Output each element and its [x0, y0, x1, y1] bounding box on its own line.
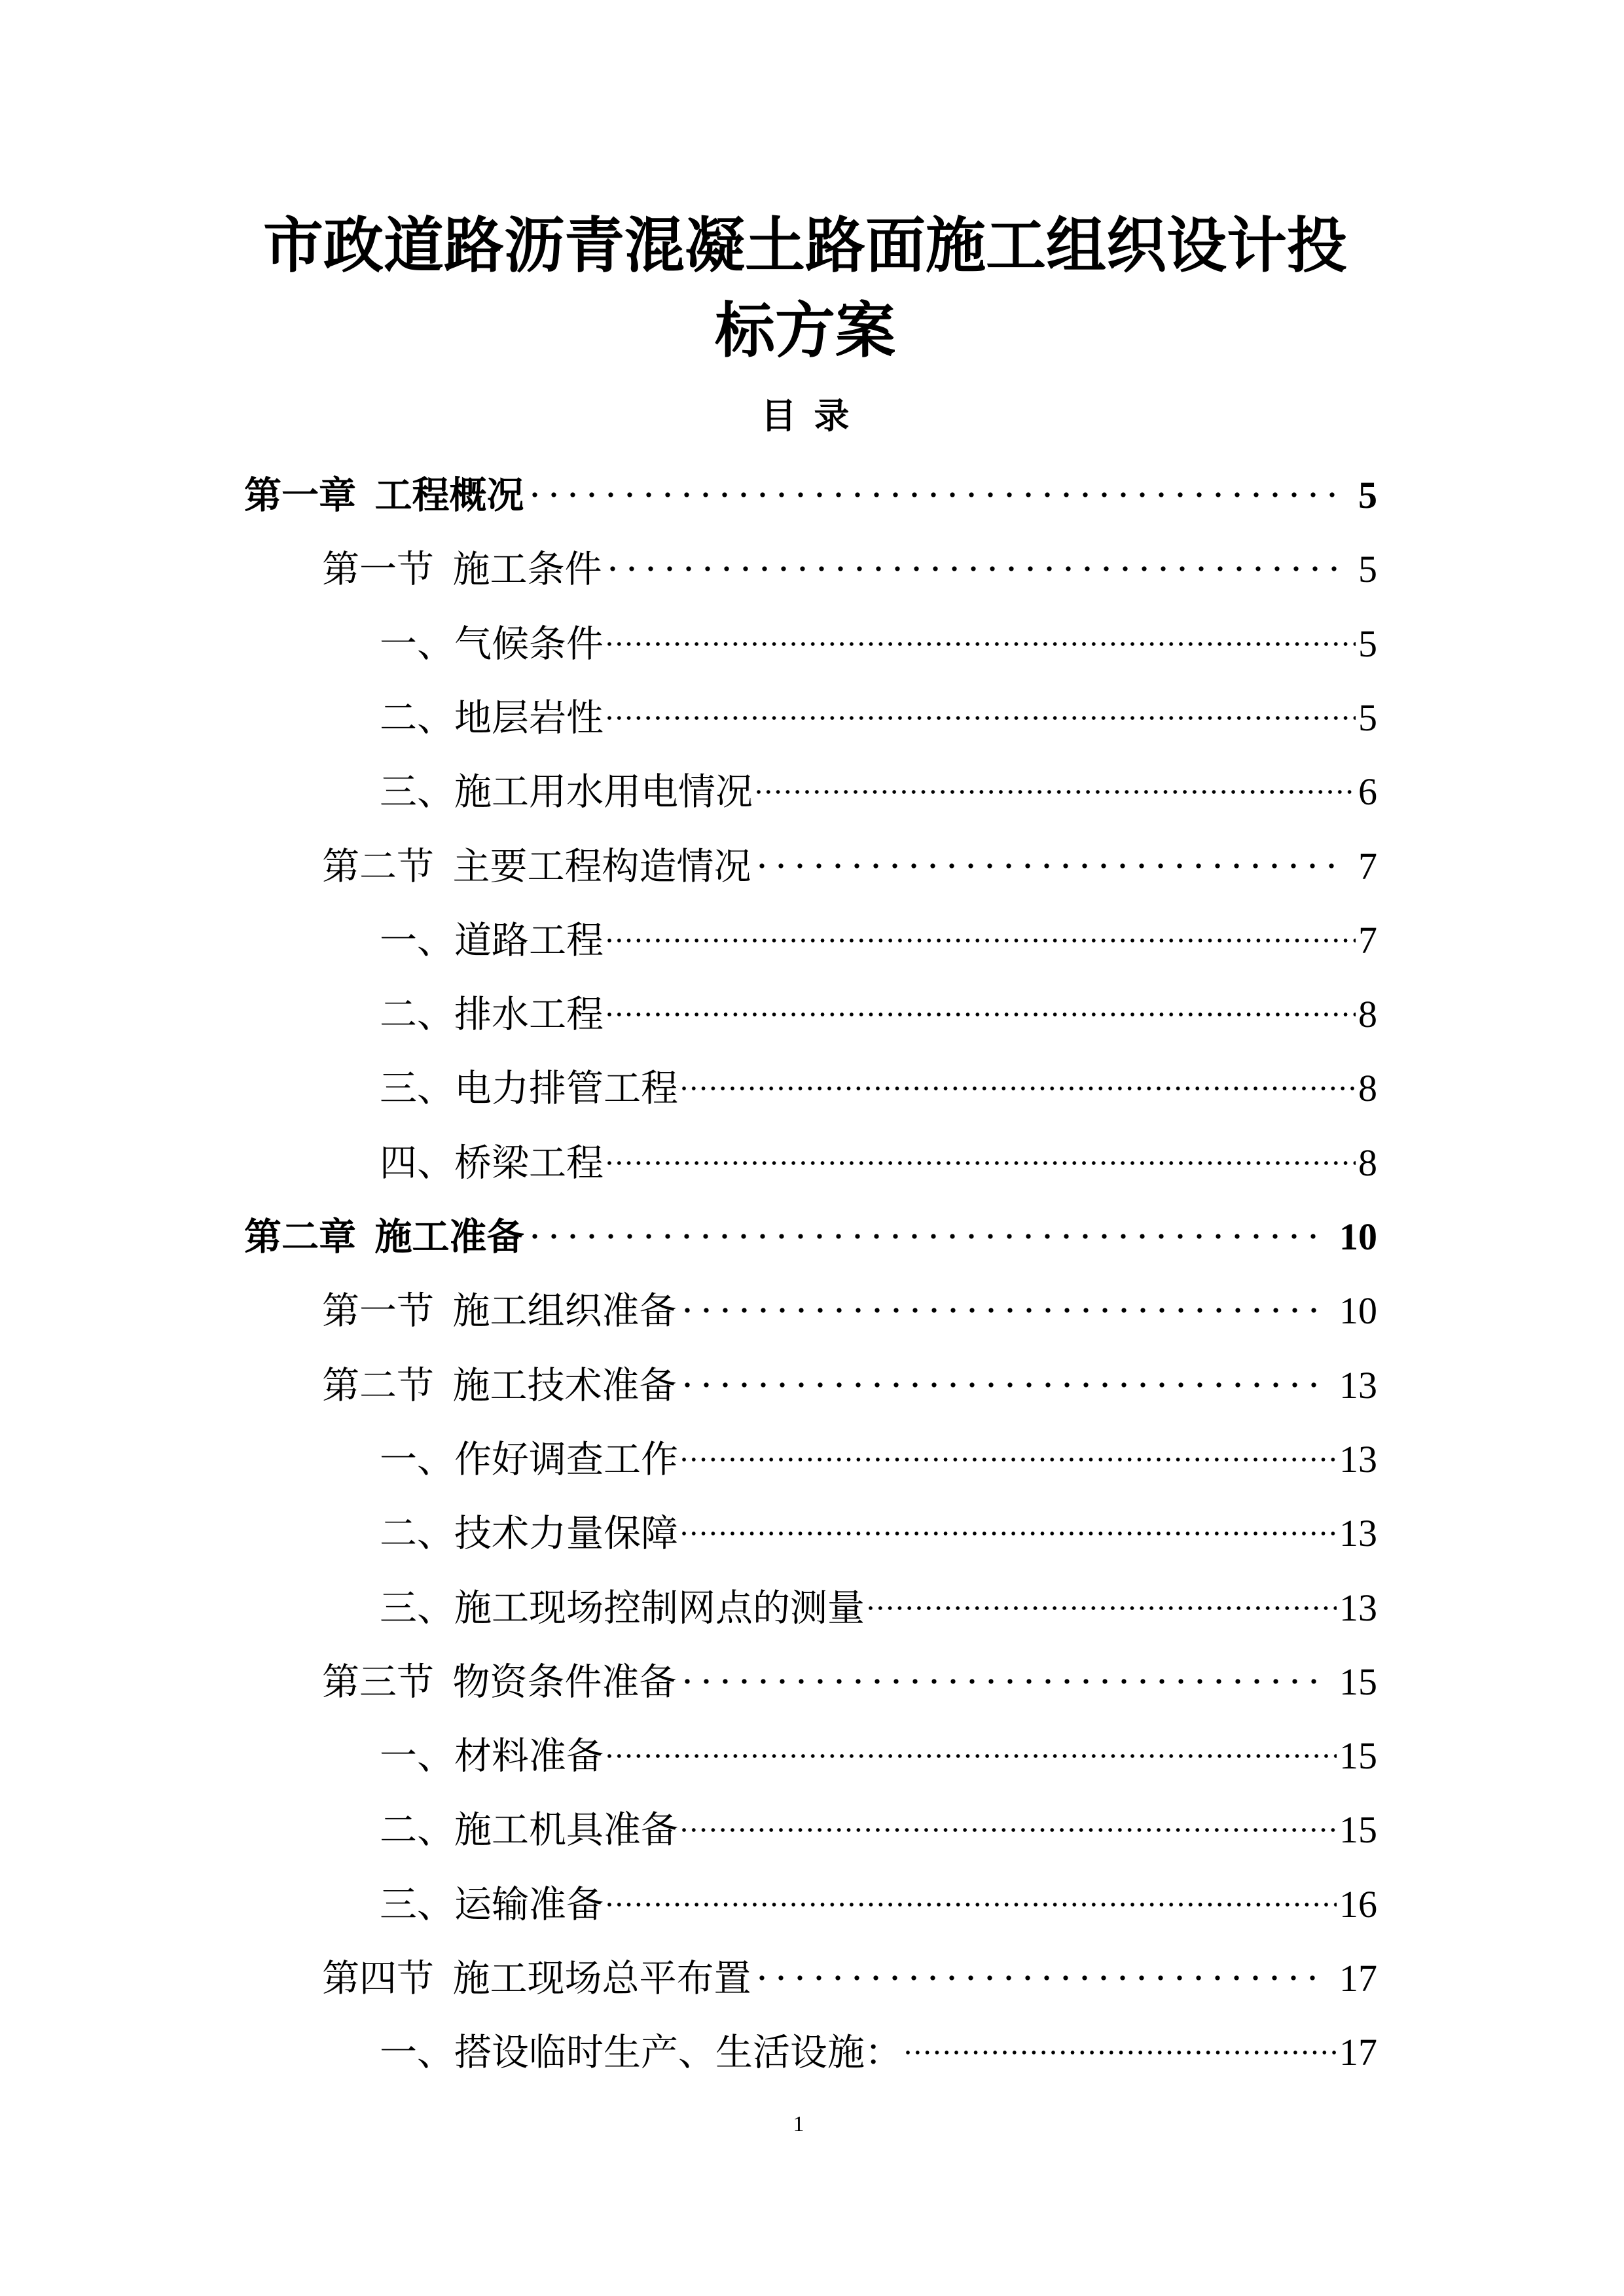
dot-leader [681, 1049, 1356, 1101]
dot-leader [606, 1865, 1337, 1917]
toc-entry-page-number: 10 [1339, 1215, 1377, 1258]
toc-entry-label: 第二节 主要工程构造情况 [322, 846, 751, 888]
toc-entry-section[interactable] [322, 1939, 1377, 2000]
dot-leader [527, 1197, 1337, 1249]
toc-entry-item[interactable] [380, 1123, 1377, 1184]
toc-entry-label: 三、施工现场控制网点的测量 [380, 1587, 865, 1629]
toc-entry-item[interactable] [380, 752, 1377, 814]
toc-entry-page-number: 5 [1358, 622, 1377, 665]
dot-leader [755, 752, 1356, 804]
dot-leader [681, 1494, 1337, 1546]
toc-entry-page-number: 17 [1339, 1957, 1377, 2000]
toc-entry-chapter-2[interactable] [244, 1197, 1377, 1258]
dot-leader [605, 529, 1356, 582]
toc-entry-section[interactable] [322, 1346, 1377, 1407]
document-title-line-2: 标方案 [714, 298, 895, 365]
toc-entry-page-number: 13 [1339, 1437, 1377, 1480]
toc-entry-label: 二、施工机具准备 [380, 1810, 678, 1852]
dot-leader [606, 1123, 1356, 1175]
toc-entry-label: 一、气候条件 [380, 623, 604, 665]
toc-entry-label: 三、电力排管工程 [380, 1068, 678, 1110]
toc-entry-page-number: 15 [1339, 1660, 1377, 1703]
page-number-footer: 1 [793, 2112, 804, 2136]
toc-entry-page-number: 13 [1339, 1586, 1377, 1629]
toc-entry-label: 三、施工用水用电情况 [380, 772, 753, 814]
toc-entry-section[interactable] [322, 529, 1377, 591]
toc-entry-chapter-1[interactable] [244, 456, 1377, 516]
dot-leader [606, 975, 1356, 1027]
toc-entry-label: 三、运输准备 [380, 1884, 604, 1926]
dot-leader [681, 1790, 1337, 1842]
toc-entry-item[interactable] [380, 975, 1377, 1036]
toc-entry-label: 第一章 工程概况 [244, 475, 524, 516]
toc-entry-item[interactable] [380, 1865, 1377, 1926]
toc-entry-section[interactable] [322, 827, 1377, 888]
toc-entry-label: 第二节 施工技术准备 [322, 1365, 677, 1407]
toc-entry-page-number: 5 [1358, 696, 1377, 739]
dot-leader [679, 1642, 1337, 1695]
toc-entry-item[interactable] [380, 678, 1377, 739]
toc-entry-label: 第一节 施工条件 [322, 549, 602, 591]
toc-entry-page-number: 13 [1339, 1363, 1377, 1407]
toc-entry-item[interactable] [380, 1790, 1377, 1852]
toc-entry-page-number: 7 [1358, 844, 1377, 888]
toc-entry-item[interactable] [380, 2013, 1377, 2074]
dot-leader [867, 1568, 1337, 1621]
toc-entry-item[interactable] [380, 1420, 1377, 1480]
dot-leader [681, 1420, 1337, 1472]
dot-leader [527, 456, 1356, 508]
toc-heading: 目 录 [761, 397, 850, 436]
dot-leader [606, 678, 1356, 730]
toc-entry-item[interactable] [380, 1494, 1377, 1555]
toc-entry-item[interactable] [380, 1716, 1377, 1778]
toc-entry-page-number: 15 [1339, 1734, 1377, 1778]
toc-entry-label: 第一节 施工组织准备 [322, 1291, 677, 1333]
toc-entry-item[interactable] [380, 1568, 1377, 1629]
toc-entry-page-number: 8 [1358, 1141, 1377, 1184]
toc-entry-page-number: 17 [1339, 2031, 1377, 2074]
toc-entry-item[interactable] [380, 1049, 1377, 1110]
toc-entry-item[interactable] [380, 901, 1377, 961]
toc-entry-label: 二、地层岩性 [380, 697, 604, 739]
toc-entry-label: 一、作好调查工作 [380, 1439, 678, 1480]
toc-entry-page-number: 16 [1339, 1882, 1377, 1926]
toc-entry-label: 一、搭设临时生产、生活设施： [380, 2032, 902, 2074]
document-title-line-1: 市政道路沥青混凝土路面施工组织设计投 [262, 213, 1347, 279]
toc-entry-label: 第四节 施工现场总平布置 [322, 1958, 751, 2000]
toc-entry-label: 二、排水工程 [380, 994, 604, 1036]
dot-leader [679, 1346, 1337, 1398]
toc-entry-page-number: 8 [1358, 1067, 1377, 1110]
toc-entry-section[interactable] [322, 1271, 1377, 1333]
toc-entry-label: 二、技术力量保障 [380, 1513, 678, 1555]
toc-entry-label: 四、桥梁工程 [380, 1142, 604, 1184]
dot-leader [606, 901, 1356, 953]
dot-leader [606, 1716, 1337, 1768]
toc-entry-label: 一、材料准备 [380, 1736, 604, 1778]
toc-entry-page-number: 7 [1358, 918, 1377, 961]
dot-leader [905, 2013, 1337, 2065]
toc-entry-page-number: 6 [1358, 770, 1377, 814]
dot-leader [679, 1271, 1337, 1323]
toc-entry-label: 第三节 物资条件准备 [322, 1661, 677, 1703]
toc-entry-item[interactable] [380, 604, 1377, 665]
toc-entry-page-number: 5 [1358, 548, 1377, 591]
toc-entry-page-number: 8 [1358, 993, 1377, 1036]
toc-entry-page-number: 10 [1339, 1289, 1377, 1333]
dot-leader [606, 604, 1356, 656]
toc-entry-label: 一、道路工程 [380, 920, 604, 961]
toc-entry-page-number: 5 [1358, 474, 1377, 516]
toc-entry-label: 第二章 施工准备 [244, 1217, 524, 1258]
dot-leader [754, 1939, 1337, 1991]
toc-entry-page-number: 13 [1339, 1512, 1377, 1555]
toc-entry-page-number: 15 [1339, 1808, 1377, 1852]
toc-entry-section[interactable] [322, 1642, 1377, 1703]
dot-leader [754, 827, 1356, 879]
